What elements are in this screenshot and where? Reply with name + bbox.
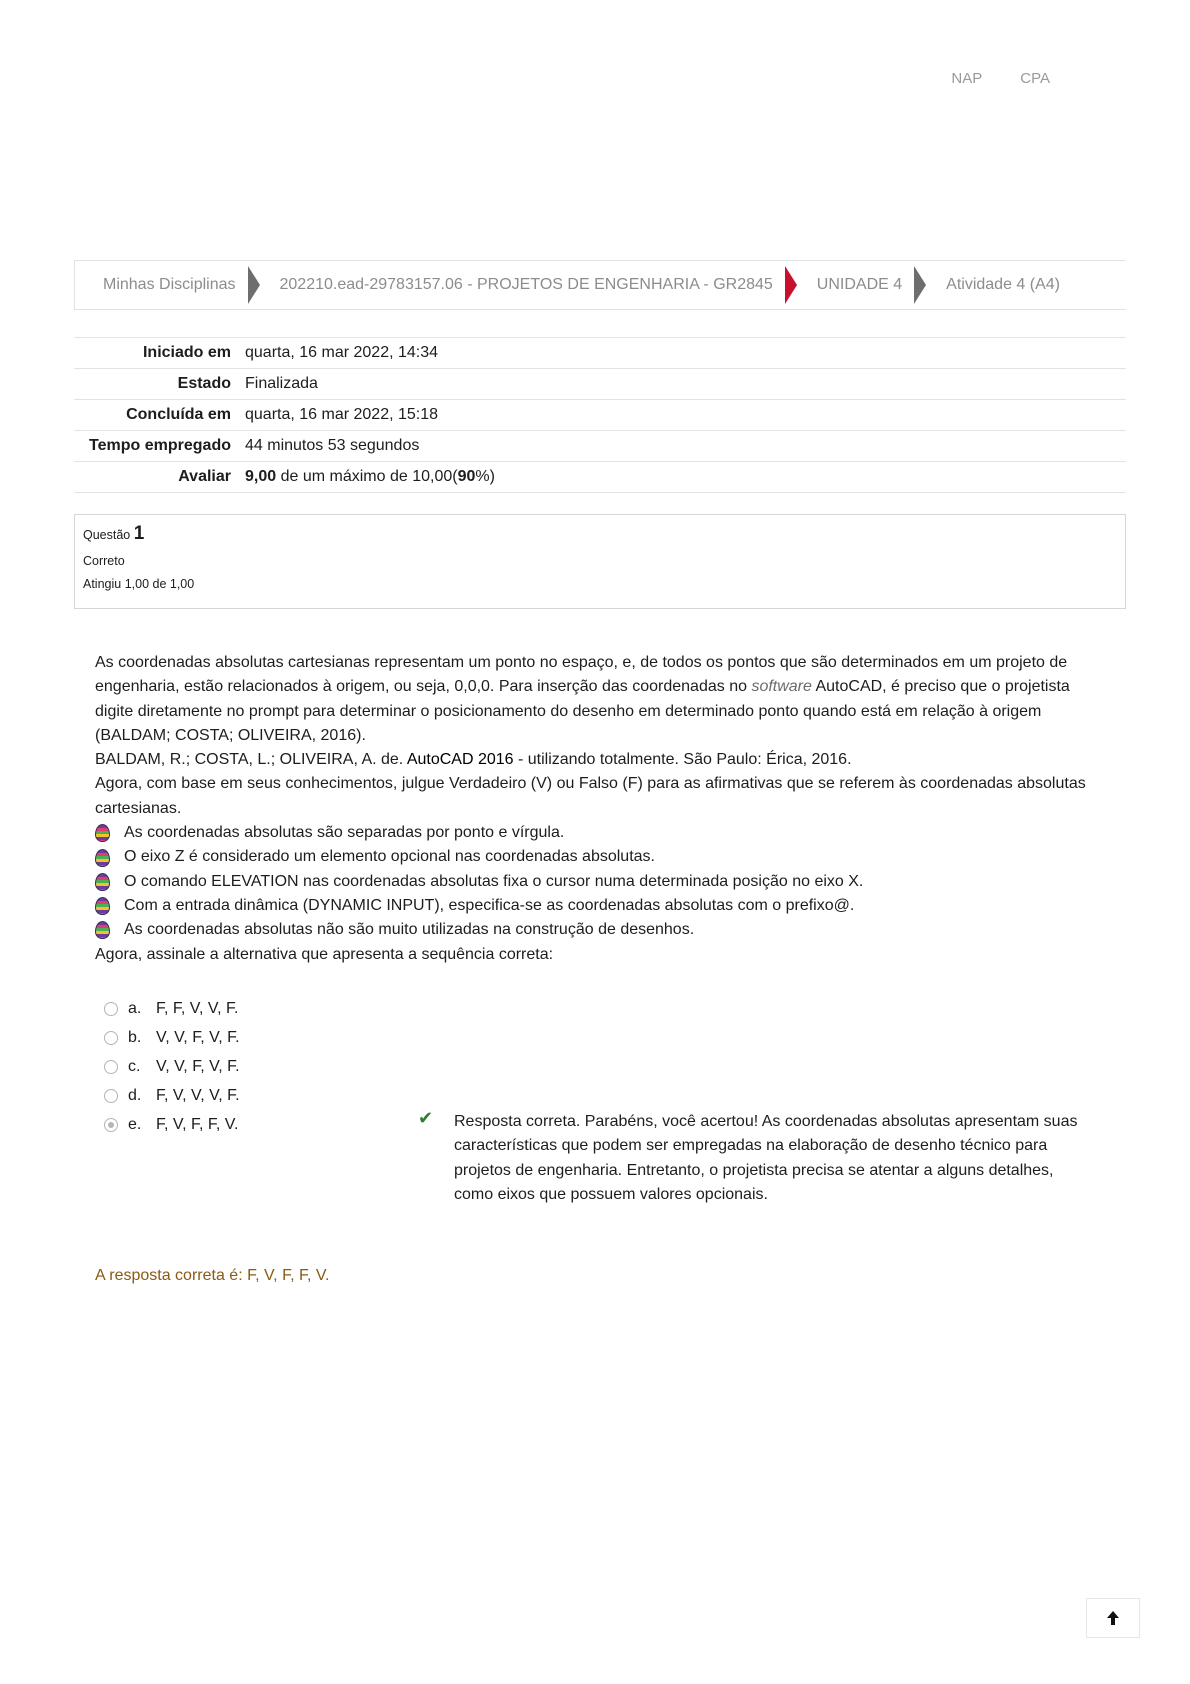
grade-max: de um máximo de 10,00( xyxy=(276,468,458,485)
intro-software: software xyxy=(751,678,812,696)
grade-suffix: %) xyxy=(475,468,495,485)
option-a[interactable] xyxy=(104,994,240,1023)
easter-egg-icon xyxy=(95,921,110,939)
breadcrumb-separator-icon xyxy=(248,266,260,304)
option-letter: d. xyxy=(128,1086,142,1104)
state-label: Estado xyxy=(74,369,237,400)
radio-button[interactable] xyxy=(104,1089,118,1103)
grade-score: 9,00 xyxy=(245,468,277,485)
summary-row-completed xyxy=(74,400,1126,431)
summary-row-grade xyxy=(74,462,1126,493)
reference-title: AutoCAD 2016 xyxy=(406,751,514,769)
option-d[interactable] xyxy=(104,1081,240,1110)
option-text: V, V, F, V, F. xyxy=(156,1057,240,1075)
grade-label: Avaliar xyxy=(74,462,237,493)
back-to-top-button[interactable] xyxy=(1086,1598,1140,1638)
statement-item xyxy=(95,845,1105,869)
grade-percent: 90 xyxy=(457,468,476,485)
statement-item xyxy=(95,870,1105,894)
breadcrumb-minhas-disciplinas[interactable]: Minhas Disciplinas xyxy=(103,276,236,293)
cpa-link[interactable]: CPA xyxy=(1020,70,1050,87)
option-letter: a. xyxy=(128,999,142,1017)
grade-value xyxy=(237,462,1126,493)
statement-item xyxy=(95,918,1105,942)
radio-button[interactable] xyxy=(104,1031,118,1045)
option-b[interactable] xyxy=(104,1023,240,1052)
attempt-summary xyxy=(74,337,1126,493)
reference-authors: BALDAM, R.; COSTA, L.; OLIVEIRA, A. de. xyxy=(95,751,407,769)
easter-egg-icon xyxy=(95,849,110,867)
answer-feedback xyxy=(418,1110,1078,1207)
easter-egg-icon xyxy=(95,873,110,891)
statement-text: As coordenadas absolutas são separadas por ponto e vírgula. xyxy=(124,824,565,842)
option-text: F, V, V, V, F. xyxy=(156,1086,240,1104)
question-prompt: Agora, assinale a alternativa que apresenta a sequência correta: xyxy=(95,945,554,963)
statement-text: As coordenadas absolutas não são muito utilizadas na construção de desenhos. xyxy=(124,921,695,939)
time-value: 44 minutos 53 segundos xyxy=(237,431,1126,462)
breadcrumb-separator-icon xyxy=(785,266,797,304)
easter-egg-icon xyxy=(95,824,110,842)
breadcrumb xyxy=(74,260,1126,310)
reference-publisher: - utilizando totalmente. São Paulo: Érica, 2016. xyxy=(513,751,852,769)
option-e[interactable] xyxy=(104,1110,240,1139)
question-instruction: Agora, com base em seus conhecimentos, julgue Verdadeiro (V) ou Falso (F) para as afirmativas que se referem às coordenadas absolutas cartesianas. xyxy=(95,775,1086,817)
question-number xyxy=(83,523,1117,545)
option-text: V, V, F, V, F. xyxy=(156,1028,240,1046)
question-marks: Atingiu 1,00 de 1,00 xyxy=(83,577,195,591)
radio-button[interactable] xyxy=(104,1060,118,1074)
state-value: Finalizada xyxy=(237,369,1126,400)
feedback-text: Resposta correta. Parabéns, você acertou! As coordenadas absolutas apresentam suas características que podem ser empregadas na elaboração de desenho técnico para projetos de engenharia. Entretanto, o projetista precisa se atentar a alguns detalhes, como eixos que possuem valores opcionais. xyxy=(454,1113,1078,1203)
radio-button-selected[interactable] xyxy=(104,1118,118,1132)
intro-text: As coordenadas absolutas cartesianas representam um ponto no espaço, e, de todos os pontos que são determinados em um projeto de engenharia, estão relacionados à origem, ou seja, 0,0,0. Para inserção das coordenadas no xyxy=(95,654,1068,696)
summary-row-started xyxy=(74,338,1126,369)
breadcrumb-activity[interactable]: Atividade 4 (A4) xyxy=(946,276,1060,293)
statement-text: Com a entrada dinâmica (DYNAMIC INPUT), especifica-se as coordenadas absolutas com o prefixo@. xyxy=(124,896,855,914)
question-reference xyxy=(95,748,1105,772)
radio-button[interactable] xyxy=(104,1002,118,1016)
option-letter: b. xyxy=(128,1028,142,1046)
option-text: F, F, V, V, F. xyxy=(156,999,239,1017)
arrow-up-icon xyxy=(1106,1610,1120,1626)
question-label: Questão xyxy=(83,528,131,542)
completed-value: quarta, 16 mar 2022, 15:18 xyxy=(237,400,1126,431)
easter-egg-icon xyxy=(95,897,110,915)
option-text: F, V, F, F, V. xyxy=(156,1115,239,1133)
option-c[interactable] xyxy=(104,1052,240,1081)
checkmark-icon: ✔ xyxy=(418,1108,434,1128)
statement-text: O comando ELEVATION nas coordenadas absolutas fixa o cursor numa determinada posição no eixo X. xyxy=(124,872,864,890)
time-label: Tempo empregado xyxy=(74,431,237,462)
answer-options xyxy=(104,994,240,1139)
option-letter: e. xyxy=(128,1115,142,1133)
question-intro xyxy=(95,651,1105,748)
summary-row-time xyxy=(74,431,1126,462)
completed-label: Concluída em xyxy=(74,400,237,431)
question-number-value: 1 xyxy=(133,523,145,544)
breadcrumb-unit[interactable]: UNIDADE 4 xyxy=(816,276,903,293)
question-info xyxy=(74,514,1126,609)
question-status: Correto xyxy=(83,554,125,568)
top-links xyxy=(951,70,1050,87)
statement-item xyxy=(95,821,1105,845)
summary-row-state xyxy=(74,369,1126,400)
breadcrumb-separator-icon xyxy=(914,266,926,304)
nap-link[interactable]: NAP xyxy=(951,70,983,87)
option-letter: c. xyxy=(128,1057,141,1075)
statement-text: O eixo Z é considerado um elemento opcional nas coordenadas absolutas. xyxy=(124,848,655,866)
right-answer: A resposta correta é: F, V, F, F, V. xyxy=(95,1267,330,1284)
breadcrumb-course[interactable]: 202210.ead-29783157.06 - PROJETOS DE ENGENHARIA - GR2845 xyxy=(279,276,773,293)
question-text xyxy=(95,651,1105,967)
statement-item xyxy=(95,894,1105,918)
intro-text-cont: AutoCAD, é preciso que o projetista digite diretamente no prompt para determinar o posicionamento do desenho em determinado ponto quando está em relação à origem (BALDAM; COSTA; OLIVEIRA, 2016). xyxy=(95,678,1070,744)
started-value: quarta, 16 mar 2022, 14:34 xyxy=(237,338,1126,369)
started-label: Iniciado em xyxy=(74,338,237,369)
